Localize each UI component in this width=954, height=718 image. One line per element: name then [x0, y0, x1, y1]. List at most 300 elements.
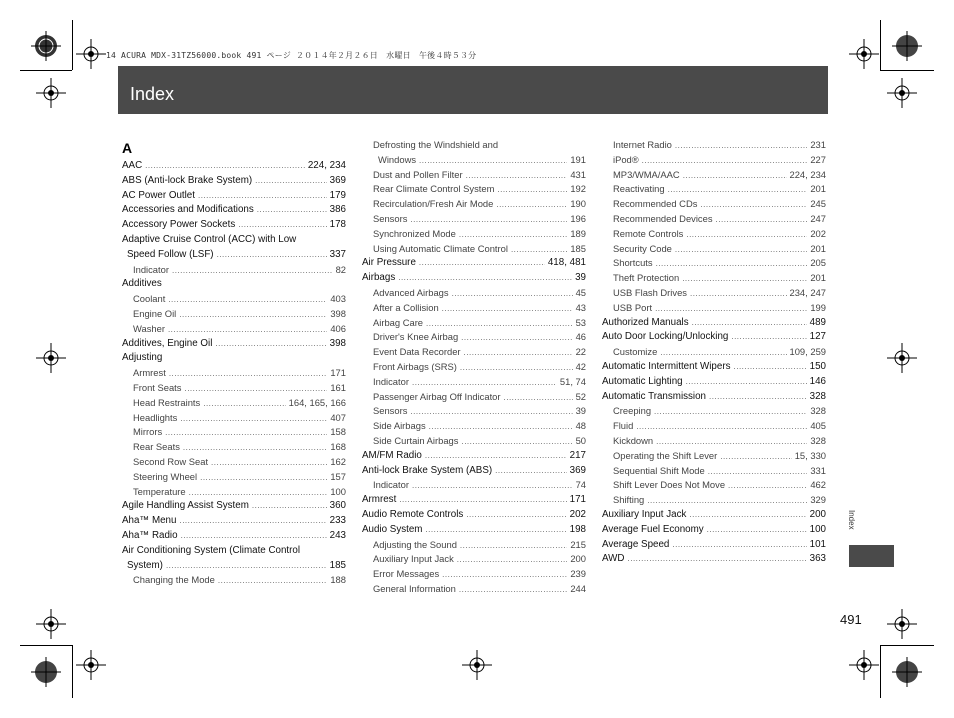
entry-label: ABS (Anti-lock Brake System) — [122, 174, 253, 186]
entry-page[interactable]: 53 — [575, 316, 586, 328]
entry-page[interactable]: 39 — [575, 272, 586, 284]
entry-page[interactable]: 74 — [575, 479, 586, 491]
index-entry[interactable] — [602, 523, 826, 538]
index-entry[interactable] — [602, 153, 826, 168]
registration-mark-icon — [31, 31, 61, 61]
crop-mark — [880, 645, 881, 698]
entry-page[interactable]: 178 — [329, 219, 346, 231]
leader-dots — [466, 169, 568, 184]
entry-page[interactable]: 418, 481 — [547, 257, 586, 269]
entry-page[interactable]: 227 — [810, 153, 826, 165]
leader-dots — [461, 435, 572, 450]
entry-page[interactable]: 189 — [570, 227, 586, 239]
leader-dots — [734, 360, 807, 375]
entry-page[interactable]: 205 — [810, 257, 826, 269]
index-entry[interactable] — [602, 330, 826, 345]
index-entry[interactable] — [362, 419, 586, 434]
entry-label: Side Airbags — [373, 420, 426, 432]
registration-mark-icon — [892, 31, 922, 61]
index-entry[interactable] — [362, 360, 586, 375]
entry-page[interactable]: 192 — [570, 183, 586, 195]
entry-page[interactable]: 360 — [329, 500, 346, 512]
entry-page[interactable]: 398 — [329, 337, 346, 349]
entry-page[interactable]: 185 — [570, 242, 586, 254]
leader-dots — [709, 390, 807, 405]
index-entry[interactable] — [362, 330, 586, 345]
index-entry[interactable] — [122, 470, 346, 485]
entry-page[interactable]: 200 — [570, 553, 586, 565]
entry-page[interactable]: 200 — [809, 508, 826, 520]
entry-page[interactable]: 202 — [569, 508, 586, 520]
entry-page[interactable]: 39 — [575, 405, 586, 417]
leader-dots — [460, 361, 573, 376]
index-entry[interactable] — [362, 582, 586, 597]
index-entry[interactable] — [122, 366, 346, 381]
entry-page[interactable]: 201 — [810, 272, 826, 284]
leader-dots — [655, 302, 807, 317]
entry-label: Front Seats — [133, 381, 182, 393]
registration-mark-icon — [76, 39, 106, 69]
entry-page[interactable]: 52 — [575, 390, 586, 402]
leader-dots — [654, 405, 807, 420]
registration-mark-icon — [76, 650, 106, 680]
index-entry[interactable] — [362, 390, 586, 405]
index-entry[interactable] — [602, 434, 826, 449]
entry-page[interactable]: 127 — [809, 331, 826, 343]
index-entry[interactable] — [362, 271, 586, 286]
crop-mark — [880, 20, 881, 70]
index-entry[interactable] — [362, 478, 586, 493]
entry-label: Mirrors — [133, 426, 163, 438]
leader-dots — [429, 420, 573, 435]
entry-page[interactable]: 171 — [569, 494, 586, 506]
index-entry[interactable] — [602, 138, 826, 153]
entry-label: USB Port — [613, 301, 653, 313]
entry-page[interactable]: 45 — [575, 286, 586, 298]
leader-dots — [700, 198, 807, 213]
leader-dots — [459, 228, 567, 243]
entry-page[interactable]: 233 — [329, 515, 346, 527]
entry-page[interactable]: 398 — [330, 307, 346, 319]
entry-label: Accessories and Modifications — [122, 204, 254, 216]
entry-page[interactable]: 199 — [810, 301, 826, 313]
index-entry[interactable] — [362, 523, 586, 538]
entry-page[interactable]: 405 — [810, 420, 826, 432]
entry-page[interactable]: 164, 165, 166 — [288, 396, 346, 408]
leader-dots — [728, 479, 807, 494]
side-tab[interactable] — [849, 545, 894, 567]
index-entry[interactable] — [122, 396, 346, 411]
index-entry[interactable] — [122, 573, 346, 588]
index-entry[interactable] — [362, 153, 586, 168]
index-entry[interactable] — [362, 464, 586, 479]
entry-label: Armrest — [362, 494, 397, 506]
entry-page[interactable]: 100 — [330, 485, 346, 497]
leader-dots — [410, 405, 572, 420]
entry-label: Airbags — [362, 272, 396, 284]
entry-page[interactable]: 243 — [329, 529, 346, 541]
index-entry[interactable] — [602, 419, 826, 434]
index-entry[interactable] — [122, 455, 346, 470]
leader-dots — [464, 346, 573, 361]
index-entry[interactable] — [362, 301, 586, 316]
leader-dots — [628, 552, 807, 567]
entry-label: AAC — [122, 160, 143, 171]
index-entry[interactable] — [602, 552, 826, 567]
entry-label: Automatic Lighting — [602, 375, 683, 387]
index-entry[interactable] — [122, 263, 346, 278]
entry-label: Shortcuts — [613, 257, 653, 269]
index-entry[interactable] — [602, 478, 826, 493]
leader-dots — [495, 464, 567, 479]
index-entry[interactable] — [362, 552, 586, 567]
entry-page[interactable]: 101 — [809, 538, 826, 550]
leader-dots — [200, 471, 327, 486]
entry-page[interactable]: 161 — [330, 381, 346, 393]
entry-page[interactable]: 406 — [330, 322, 346, 334]
index-entry[interactable] — [602, 390, 826, 405]
entry-page[interactable]: 190 — [570, 198, 586, 210]
index-entry — [122, 351, 346, 366]
index-entry[interactable] — [122, 337, 346, 352]
entry-label: Aha™ Radio — [122, 529, 178, 541]
entry-page[interactable]: 247 — [810, 212, 826, 224]
index-entry[interactable] — [122, 292, 346, 307]
entry-page[interactable]: 489 — [809, 316, 826, 328]
index-entry[interactable] — [122, 218, 346, 233]
index-entry[interactable] — [602, 360, 826, 375]
entry-page[interactable]: 15, 330 — [794, 449, 826, 461]
leader-dots — [217, 248, 327, 263]
entry-label: Temperature — [133, 485, 186, 497]
entry-label: Head Restraints — [133, 396, 201, 408]
leader-dots — [660, 346, 786, 361]
registration-mark-icon — [892, 657, 922, 687]
leader-dots — [497, 183, 567, 198]
index-entry[interactable] — [122, 203, 346, 218]
entry-label: Shift Lever Does Not Move — [613, 479, 726, 491]
leader-dots — [211, 456, 327, 471]
entry-label: MP3/WMA/AAC — [613, 168, 680, 180]
page-number: 491 — [840, 612, 862, 627]
registration-mark-icon — [849, 39, 879, 69]
entry-page[interactable]: 48 — [575, 420, 586, 432]
index-entry[interactable] — [602, 449, 826, 464]
entry-page[interactable]: 82 — [335, 263, 346, 275]
entry-page[interactable]: 191 — [570, 153, 586, 165]
entry-page[interactable]: 328 — [810, 434, 826, 446]
leader-dots — [682, 272, 807, 287]
entry-page[interactable]: 157 — [330, 470, 346, 482]
index-entry[interactable] — [122, 425, 346, 440]
leader-dots — [179, 514, 326, 529]
entry-page[interactable]: 158 — [330, 426, 346, 438]
index-entry[interactable] — [602, 464, 826, 479]
leader-dots — [692, 316, 807, 331]
index-entry — [122, 277, 346, 292]
index-entry[interactable] — [122, 485, 346, 500]
entry-label: Engine Oil — [133, 307, 177, 319]
leader-dots — [419, 256, 545, 271]
entry-page[interactable]: 50 — [575, 434, 586, 446]
entry-label: Air Conditioning System (Climate Control — [122, 544, 301, 556]
entry-label: Accessory Power Sockets — [122, 219, 236, 231]
entry-page[interactable]: 386 — [329, 204, 346, 216]
entry-label: Operating the Shift Lever — [613, 449, 718, 461]
leader-dots — [675, 139, 807, 154]
index-entry[interactable] — [602, 182, 826, 197]
index-entry[interactable] — [362, 242, 586, 257]
leader-dots — [399, 493, 566, 508]
leader-dots — [169, 367, 328, 382]
entry-label: Indicator — [133, 263, 169, 275]
entry-page[interactable]: 198 — [569, 523, 586, 535]
index-entry[interactable] — [362, 375, 586, 390]
index-entry[interactable] — [362, 493, 586, 508]
entry-label: Security Code — [613, 242, 672, 254]
index-entry[interactable] — [362, 345, 586, 360]
entry-page[interactable]: 201 — [810, 242, 826, 254]
index-entry[interactable] — [122, 174, 346, 189]
entry-page[interactable]: 224, 234 — [789, 168, 826, 180]
leader-dots — [504, 391, 573, 406]
crop-mark — [20, 645, 72, 646]
entry-page[interactable]: 328 — [810, 405, 826, 417]
index-entry[interactable] — [362, 182, 586, 197]
index-entry[interactable] — [602, 404, 826, 419]
entry-page[interactable]: 46 — [575, 331, 586, 343]
index-entry[interactable] — [122, 559, 346, 574]
entry-label: After a Collision — [373, 301, 439, 313]
entry-page[interactable]: 244 — [570, 582, 586, 594]
entry-page[interactable]: 329 — [810, 494, 826, 506]
index-entry[interactable] — [602, 375, 826, 390]
entry-page[interactable]: 328 — [809, 390, 826, 402]
leader-dots — [218, 574, 328, 589]
index-entry[interactable] — [122, 248, 346, 263]
leader-dots — [419, 154, 567, 169]
entry-page[interactable]: 369 — [569, 464, 586, 476]
leader-dots — [656, 257, 808, 272]
entry-label: USB Flash Drives — [613, 286, 687, 298]
entry-page[interactable]: 217 — [569, 449, 586, 461]
entry-label: Synchronized Mode — [373, 227, 456, 239]
index-entry[interactable] — [602, 538, 826, 553]
entry-label: Second Row Seat — [133, 455, 209, 467]
index-entry[interactable] — [122, 307, 346, 322]
leader-dots — [398, 271, 572, 286]
index-entry[interactable] — [122, 381, 346, 396]
index-entry[interactable] — [362, 449, 586, 464]
entry-page[interactable]: 146 — [809, 375, 826, 387]
entry-label: Speed Follow (LSF) — [127, 248, 214, 260]
index-entry[interactable] — [602, 197, 826, 212]
index-entry — [122, 544, 346, 559]
leader-dots — [442, 568, 567, 583]
entry-page[interactable]: 179 — [329, 189, 346, 201]
entry-page[interactable]: 224, 234 — [307, 160, 346, 171]
page-title: Index — [130, 84, 175, 104]
title-bar — [118, 66, 828, 114]
entry-label: Recommended Devices — [613, 212, 713, 224]
registration-mark-icon — [31, 657, 61, 687]
entry-page[interactable]: 188 — [330, 574, 346, 586]
index-entry[interactable] — [362, 286, 586, 301]
index-entry[interactable] — [362, 404, 586, 419]
leader-dots — [511, 243, 567, 258]
entry-page[interactable]: 369 — [329, 174, 346, 186]
entry-label: Internet Radio — [613, 139, 672, 150]
index-column-1 — [122, 137, 346, 588]
index-entry[interactable] — [602, 256, 826, 271]
entry-label: Theft Protection — [613, 272, 680, 284]
entry-page[interactable]: 150 — [809, 360, 826, 372]
leader-dots — [257, 203, 327, 218]
registration-mark-icon — [887, 78, 917, 108]
entry-page[interactable]: 403 — [330, 293, 346, 305]
index-entry[interactable] — [122, 499, 346, 514]
index-entry[interactable] — [602, 227, 826, 242]
entry-label: Armrest — [133, 367, 166, 379]
entry-label: Coolant — [133, 293, 166, 305]
registration-mark-icon — [462, 650, 492, 680]
index-entry[interactable] — [602, 271, 826, 286]
index-entry[interactable] — [362, 168, 586, 183]
entry-label: Audio Remote Controls — [362, 508, 464, 520]
entry-label: Indicator — [373, 375, 409, 387]
entry-page[interactable]: 231 — [810, 139, 826, 150]
leader-dots — [238, 218, 326, 233]
leader-dots — [180, 412, 327, 427]
leader-dots — [215, 337, 326, 352]
entry-label: Using Automatic Climate Control — [373, 242, 508, 254]
index-entry[interactable] — [362, 256, 586, 271]
entry-label: Anti-lock Brake System (ABS) — [362, 464, 493, 476]
entry-label: System) — [127, 559, 163, 571]
entry-label: Adjusting the Sound — [373, 538, 457, 550]
index-entry[interactable] — [602, 212, 826, 227]
entry-page[interactable]: 109, 259 — [789, 346, 826, 358]
leader-dots — [675, 243, 807, 258]
leader-dots — [412, 479, 573, 494]
index-entry[interactable] — [602, 316, 826, 331]
entry-page[interactable]: 171 — [330, 367, 346, 379]
index-entry[interactable] — [362, 434, 586, 449]
index-entry[interactable] — [362, 508, 586, 523]
leader-dots — [442, 302, 573, 317]
leader-dots — [412, 376, 557, 391]
leader-dots — [255, 174, 327, 189]
entry-label: AM/FM Radio — [362, 449, 422, 461]
leader-dots — [203, 397, 285, 412]
entry-page[interactable]: 337 — [329, 248, 346, 260]
entry-label: Aha™ Menu — [122, 515, 177, 527]
index-entry[interactable] — [362, 197, 586, 212]
index-entry[interactable] — [602, 345, 826, 360]
entry-label: Rear Seats — [133, 441, 180, 453]
index-entry[interactable] — [122, 514, 346, 529]
entry-page[interactable]: 185 — [329, 559, 346, 571]
entry-page[interactable]: 363 — [809, 553, 826, 565]
leader-dots — [636, 420, 807, 435]
leader-dots — [668, 183, 808, 198]
entry-label: Front Airbags (SRS) — [373, 360, 457, 372]
entry-label: Sensors — [373, 405, 408, 417]
entry-page[interactable]: 234, 247 — [789, 286, 826, 298]
crop-mark — [880, 70, 934, 71]
entry-label: Customize — [613, 346, 658, 358]
entry-page[interactable]: 331 — [810, 464, 826, 476]
entry-page[interactable]: 245 — [810, 198, 826, 210]
index-entry[interactable] — [362, 316, 586, 331]
entry-label: Recirculation/Fresh Air Mode — [373, 198, 494, 210]
leader-dots — [425, 523, 566, 538]
entry-page[interactable]: 43 — [575, 301, 586, 313]
leader-dots — [460, 539, 567, 554]
leader-dots — [731, 330, 806, 345]
entry-label: General Information — [373, 582, 456, 594]
index-entry[interactable] — [122, 411, 346, 426]
index-entry[interactable] — [602, 168, 826, 183]
leader-dots — [168, 323, 327, 338]
entry-label: Event Data Recorder — [373, 346, 461, 358]
index-entry[interactable] — [122, 529, 346, 544]
entry-page[interactable]: 42 — [575, 360, 586, 372]
entry-label: Rear Climate Control System — [373, 183, 495, 195]
entry-label: Adaptive Cruise Control (ACC) with Low — [122, 233, 297, 245]
entry-label: Sensors — [373, 212, 408, 224]
index-entry[interactable] — [122, 322, 346, 337]
crop-mark — [20, 70, 72, 71]
entry-label: Side Curtain Airbags — [373, 434, 459, 446]
entry-page[interactable]: 462 — [810, 479, 826, 491]
leader-dots — [716, 213, 808, 228]
entry-label: AWD — [602, 553, 625, 565]
entry-page[interactable]: 215 — [570, 538, 586, 550]
leader-dots — [656, 435, 807, 450]
entry-page[interactable]: 202 — [810, 227, 826, 239]
registration-mark-icon — [849, 650, 879, 680]
index-entry[interactable] — [602, 493, 826, 508]
side-tab-label: Index — [847, 510, 856, 530]
leader-dots — [252, 499, 327, 514]
index-entry[interactable] — [602, 286, 826, 301]
index-entry[interactable] — [122, 189, 346, 204]
entry-label: Automatic Intermittent Wipers — [602, 360, 731, 372]
entry-page[interactable]: 196 — [570, 212, 586, 224]
registration-mark-icon — [887, 609, 917, 639]
index-entry[interactable] — [362, 538, 586, 553]
index-entry[interactable] — [362, 567, 586, 582]
entry-page[interactable]: 239 — [570, 568, 586, 580]
entry-page[interactable]: 100 — [809, 523, 826, 535]
index-entry[interactable] — [602, 301, 826, 316]
index-entry[interactable] — [362, 227, 586, 242]
index-entry[interactable] — [362, 212, 586, 227]
index-entry[interactable] — [122, 159, 346, 174]
entry-page[interactable]: 407 — [330, 411, 346, 423]
index-entry[interactable] — [602, 508, 826, 523]
index-entry[interactable] — [602, 242, 826, 257]
index-entry[interactable] — [122, 440, 346, 455]
entry-page[interactable]: 22 — [575, 346, 586, 358]
entry-page[interactable]: 51, 74 — [559, 375, 586, 387]
entry-page[interactable]: 168 — [330, 441, 346, 453]
entry-label: Additives, Engine Oil — [122, 337, 213, 349]
entry-page[interactable]: 201 — [810, 183, 826, 195]
entry-page[interactable]: 431 — [570, 168, 586, 180]
entry-page[interactable]: 162 — [330, 455, 346, 467]
